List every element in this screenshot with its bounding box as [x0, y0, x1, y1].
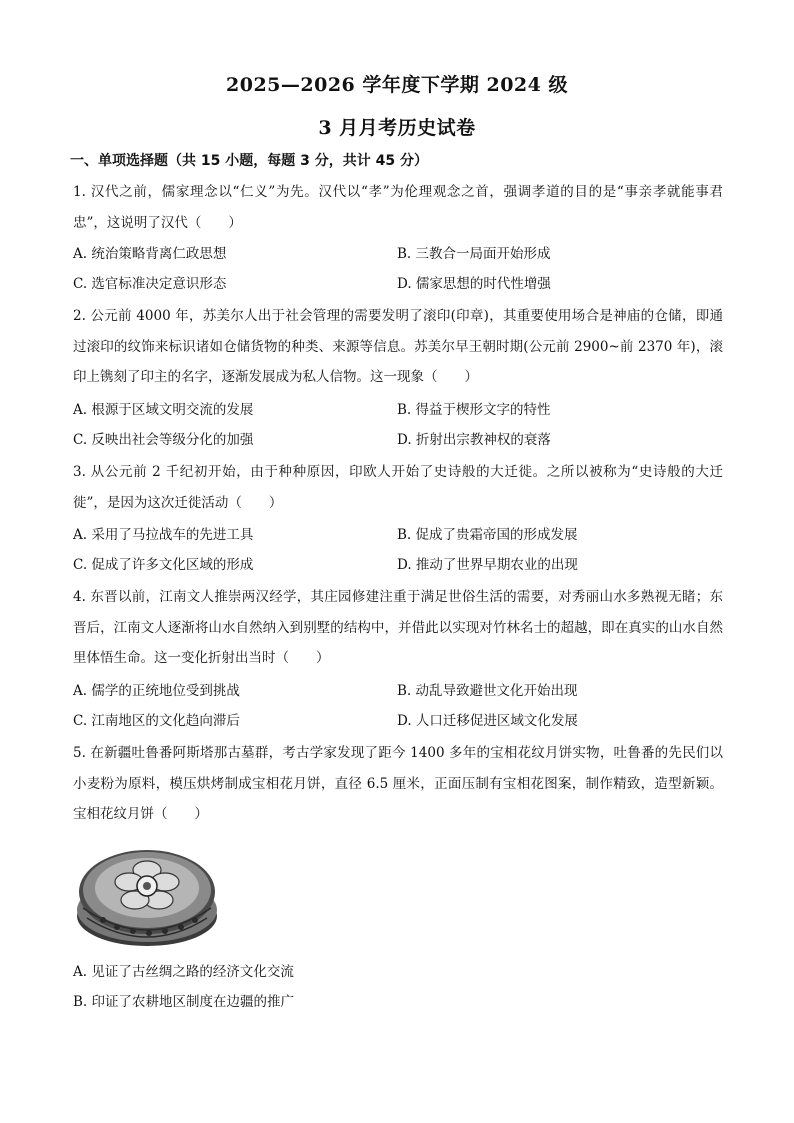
question-5-option-a[interactable]: A. 见证了古丝绸之路的经济文化交流	[73, 964, 294, 980]
question-2-option-b[interactable]: B. 得益于楔形文字的特性	[397, 402, 551, 418]
question-4-option-d[interactable]: D. 人口迁移促进区域文化发展	[397, 713, 578, 729]
section-heading: 一、单项选择题（共 15 小题，每题 3 分，共计 45 分）	[70, 153, 428, 169]
question-1-option-a[interactable]: A. 统治策略背离仁政思想	[73, 246, 227, 262]
question-2-option-a[interactable]: A. 根源于区域文明交流的发展	[73, 402, 254, 418]
question-2-option-d[interactable]: D. 折射出宗教神权的衰落	[397, 432, 551, 448]
question-1-stem: 1. 汉代之前，儒家理念以“仁义”为先。汉代以“孝”为伦理观念之首，强调孝道的目的是“事亲孝就能事君忠”，这说明了汉代（ ）	[73, 184, 723, 231]
question-2-stem: 2. 公元前 4000 年，苏美尔人出于社会管理的需要发明了滚印(印章)，其重要使用场合是神庙的仓储，即通过滚印的纹饰来标识诸如仓储货物的种类、来源等信息。苏美尔早王朝时期(公元前 2900~前 2370 年)，滚印上镌刻了印主的名字，逐渐发展成为私人信物。这一现象（ ）	[73, 308, 723, 385]
question-5-stem: 5. 在新疆吐鲁番阿斯塔那古墓群，考古学家发现了距今 1400 多年的宝相花纹月饼实物，吐鲁番的先民们以小麦粉为原料，模压烘烤制成宝相花月饼，直径 6.5 厘米，正面压制有宝相花图案，制作精致，造型新颖。宝相花纹月饼（ ）	[73, 745, 723, 822]
question-1-option-b[interactable]: B. 三教合一局面开始形成	[397, 246, 551, 262]
exam-title-line2: 3 月月考历史试卷	[318, 117, 476, 139]
exam-title-line1: 2025—2026 学年度下学期 2024 级	[226, 74, 568, 96]
mooncake-photo	[73, 830, 221, 952]
question-2-option-c[interactable]: C. 反映出社会等级分化的加强	[73, 432, 254, 448]
question-3-option-c[interactable]: C. 促成了许多文化区域的形成	[73, 557, 254, 573]
question-4-option-c[interactable]: C. 江南地区的文化趋向滞后	[73, 713, 240, 729]
question-1-option-d[interactable]: D. 儒家思想的时代性增强	[397, 276, 551, 292]
question-4-stem: 4. 东晋以前，江南文人推崇两汉经学，其庄园修建注重于满足世俗生活的需要，对秀丽山水多熟视无睹；东晋后，江南文人逐渐将山水自然纳入到别墅的结构中，并借此以实现对竹林名士的超越，即在真实的山水自然里体悟生命。这一变化折射出当时（ ）	[73, 589, 723, 666]
question-4-option-a[interactable]: A. 儒学的正统地位受到挑战	[73, 683, 240, 699]
question-4-option-b[interactable]: B. 动乱导致避世文化开始出现	[397, 683, 578, 699]
question-3-option-a[interactable]: A. 采用了马拉战车的先进工具	[73, 527, 254, 543]
question-1-option-c[interactable]: C. 选官标准决定意识形态	[73, 276, 227, 292]
question-5-option-b[interactable]: B. 印证了农耕地区制度在边疆的推广	[73, 994, 295, 1010]
question-3-option-d[interactable]: D. 推动了世界早期农业的出现	[397, 557, 578, 573]
question-3-stem: 3. 从公元前 2 千纪初开始，由于种种原因，印欧人开始了史诗般的大迁徙。之所以被称为“史诗般的大迁徙”，是因为这次迁徙活动（ ）	[73, 464, 723, 511]
question-3-option-b[interactable]: B. 促成了贵霜帝国的形成发展	[397, 527, 578, 543]
